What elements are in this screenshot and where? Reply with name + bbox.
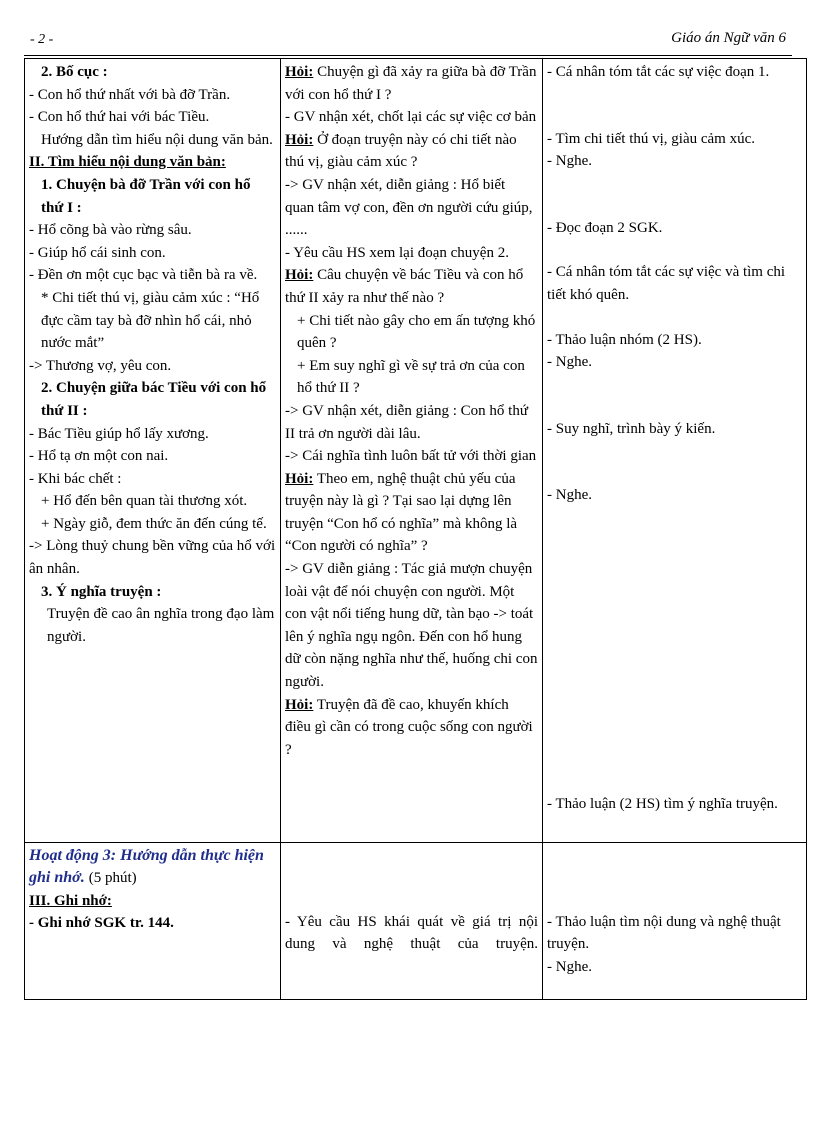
- question-label: Hỏi:: [285, 131, 314, 148]
- student-activity: - Nghe.: [547, 354, 592, 371]
- student-activity: - Thảo luận (2 HS) tìm ý nghĩa truyện.: [547, 795, 778, 812]
- teacher-text: Truyện đã đề cao, khuyến khích điều gì cần có trong cuộc sống con người ?: [285, 696, 533, 758]
- content-line: - Khi bác chết :: [29, 470, 122, 487]
- student-activity: - Nghe.: [547, 487, 592, 504]
- teacher-note: [285, 310, 538, 355]
- activity-time: (5 phút): [88, 870, 137, 887]
- content-line: II. Tìm hiểu nội dung văn bản:: [29, 154, 226, 171]
- memorize-student-cell: [543, 842, 807, 999]
- teacher-text: -> GV nhận xét, diễn giảng : Hổ biết quan tâm vợ con, đền ơn người cứu giúp, ......: [285, 176, 533, 239]
- teacher-text: + Em suy nghĩ gì về sự trả ơn của con hổ thứ II ?: [297, 357, 525, 397]
- student-activity: - Nghe.: [547, 153, 592, 170]
- document-title: Giáo án Ngữ văn 6: [671, 30, 786, 46]
- content-line: - Hổ cõng bà vào rừng sâu.: [29, 222, 192, 239]
- content-line: - Đền ơn một cục bạc và tiễn bà ra về.: [29, 267, 258, 284]
- student-activity-column: [543, 59, 807, 843]
- activity-heading: Hoạt động 3: Hướng dẫn thực hiện ghi nhớ. (5 phút): [29, 846, 264, 887]
- content-line: + Hổ đến bên quan tài thương xót.: [41, 493, 248, 510]
- teacher-text: -> GV diễn giảng : Tác giả mượn chuyện loài vật để nói chuyện con người. Một con vật nổi tiếng hung dữ, tàn bạo -> toát lên ý nghĩa ngụ ngôn. Đến con hổ hung dữ còn nặng nghĩa như thế, huống chi con người.: [285, 561, 538, 691]
- teacher-note: [285, 400, 538, 445]
- content-line: 3. Ý nghĩa truyện :: [41, 583, 162, 600]
- content-line: - Bác Tiều giúp hổ lấy xương.: [29, 425, 209, 442]
- student-activity: - Tìm chi tiết thú vị, giàu cảm xúc.: [547, 130, 756, 147]
- content-column: [25, 59, 281, 843]
- section-heading: III. Ghi nhớ:: [29, 892, 112, 909]
- teacher-question: [285, 468, 538, 558]
- content-line: Hướng dẫn tìm hiểu nội dung văn bản.: [41, 131, 273, 148]
- student-activity: - Thảo luận nhóm (2 HS).: [547, 331, 702, 348]
- teacher-text: Theo em, nghệ thuật chủ yếu của truyện này là gì ? Tại sao lại dựng lên truyện “Con hổ có nghĩa” mà không là “Con người có nghĩa” ?: [285, 470, 518, 555]
- student-activity: - Suy nghĩ, trình bày ý kiến.: [547, 420, 716, 437]
- teacher-note: [285, 106, 538, 129]
- teacher-text: Câu chuyện về bác Tiều và con hổ thứ II xảy ra như thế nào ?: [285, 267, 524, 306]
- memorize-note: - Ghi nhớ SGK tr. 144.: [29, 915, 174, 932]
- content-line: - Giúp hổ cái sinh con.: [29, 244, 166, 261]
- teacher-note: [285, 174, 538, 242]
- teacher-text: - Yêu cầu HS xem lại đoạn chuyện 2.: [285, 244, 509, 261]
- teacher-text: Chuyện gì đã xảy ra giữa bà đỡ Trần với con hổ thứ I ?: [285, 64, 537, 103]
- lesson-plan-table: [24, 58, 807, 1000]
- teacher-note: [285, 445, 538, 468]
- teacher-text: - GV nhận xét, chốt lại các sự việc cơ bản: [285, 109, 537, 126]
- teacher-instruction: - Yêu cầu HS khái quát về giá trị nội dung và nghệ thuật của truyện.: [285, 913, 538, 953]
- student-activity: - Cá nhân tóm tắt các sự việc đoạn 1.: [547, 64, 770, 80]
- content-line: Truyện đề cao ân nghĩa trong đạo làm người.: [47, 606, 275, 645]
- content-line: -> Thương vợ, yêu con.: [29, 357, 172, 374]
- content-line: - Hổ tạ ơn một con nai.: [29, 448, 169, 465]
- memorize-row: [25, 842, 807, 999]
- content-line: 1. Chuyện bà đỡ Trần với con hổ thứ I :: [41, 176, 251, 216]
- content-line: -> Lòng thuỷ chung bền vững của hổ với ân nhân.: [29, 538, 276, 578]
- content-row: [25, 59, 807, 843]
- teacher-question: [285, 129, 538, 174]
- header-rule: [24, 55, 792, 56]
- teacher-note: [285, 355, 538, 400]
- student-activity: - Đọc đoạn 2 SGK.: [547, 219, 663, 236]
- question-label: Hỏi:: [285, 470, 314, 487]
- student-activity: - Cá nhân tóm tắt các sự việc và tìm chi tiết khó quên.: [547, 264, 786, 303]
- teacher-question: [285, 264, 538, 309]
- memorize-teacher-cell: [281, 842, 543, 999]
- content-line: - Con hổ thứ nhất với bà đỡ Trần.: [29, 86, 231, 103]
- student-discussion: - Thảo luận tìm nội dung và nghệ thuật truyện.: [547, 913, 781, 953]
- question-label: Hỏi:: [285, 696, 314, 713]
- content-line: + Ngày giỗ, đem thức ăn đến cúng tế.: [41, 515, 267, 532]
- teacher-question: [285, 61, 538, 106]
- teacher-text: Ở đoạn truyện này có chi tiết nào thú vị, giàu cảm xúc ?: [285, 131, 517, 171]
- memorize-content-cell: [25, 842, 281, 999]
- content-line: * Chi tiết thú vị, giàu cảm xúc : “Hổ đực cầm tay bà đỡ nhìn hổ cái, nhỏ nước mắt”: [41, 289, 260, 352]
- teacher-text: -> Cái nghĩa tình luôn bất tử với thời gian: [285, 448, 537, 465]
- teacher-text: + Chi tiết nào gây cho em ấn tượng khó quên ?: [297, 312, 536, 352]
- teacher-question: [285, 694, 538, 762]
- teacher-activity-column: [281, 59, 543, 843]
- teacher-text: -> GV nhận xét, diễn giảng : Con hổ thứ II trả ơn người dài lâu.: [285, 402, 528, 442]
- content-line: 2. Bố cục :: [41, 64, 108, 80]
- teacher-note: [285, 242, 538, 265]
- content-line: 2. Chuyện giữa bác Tiều với con hổ thứ II :: [41, 380, 267, 419]
- content-line: - Con hổ thứ hai với bác Tiều.: [29, 109, 210, 126]
- question-label: Hỏi:: [285, 267, 314, 284]
- question-label: Hỏi:: [285, 64, 314, 80]
- teacher-note: [285, 558, 538, 694]
- page-number: - 2 -: [30, 32, 54, 47]
- student-listen: - Nghe.: [547, 958, 592, 975]
